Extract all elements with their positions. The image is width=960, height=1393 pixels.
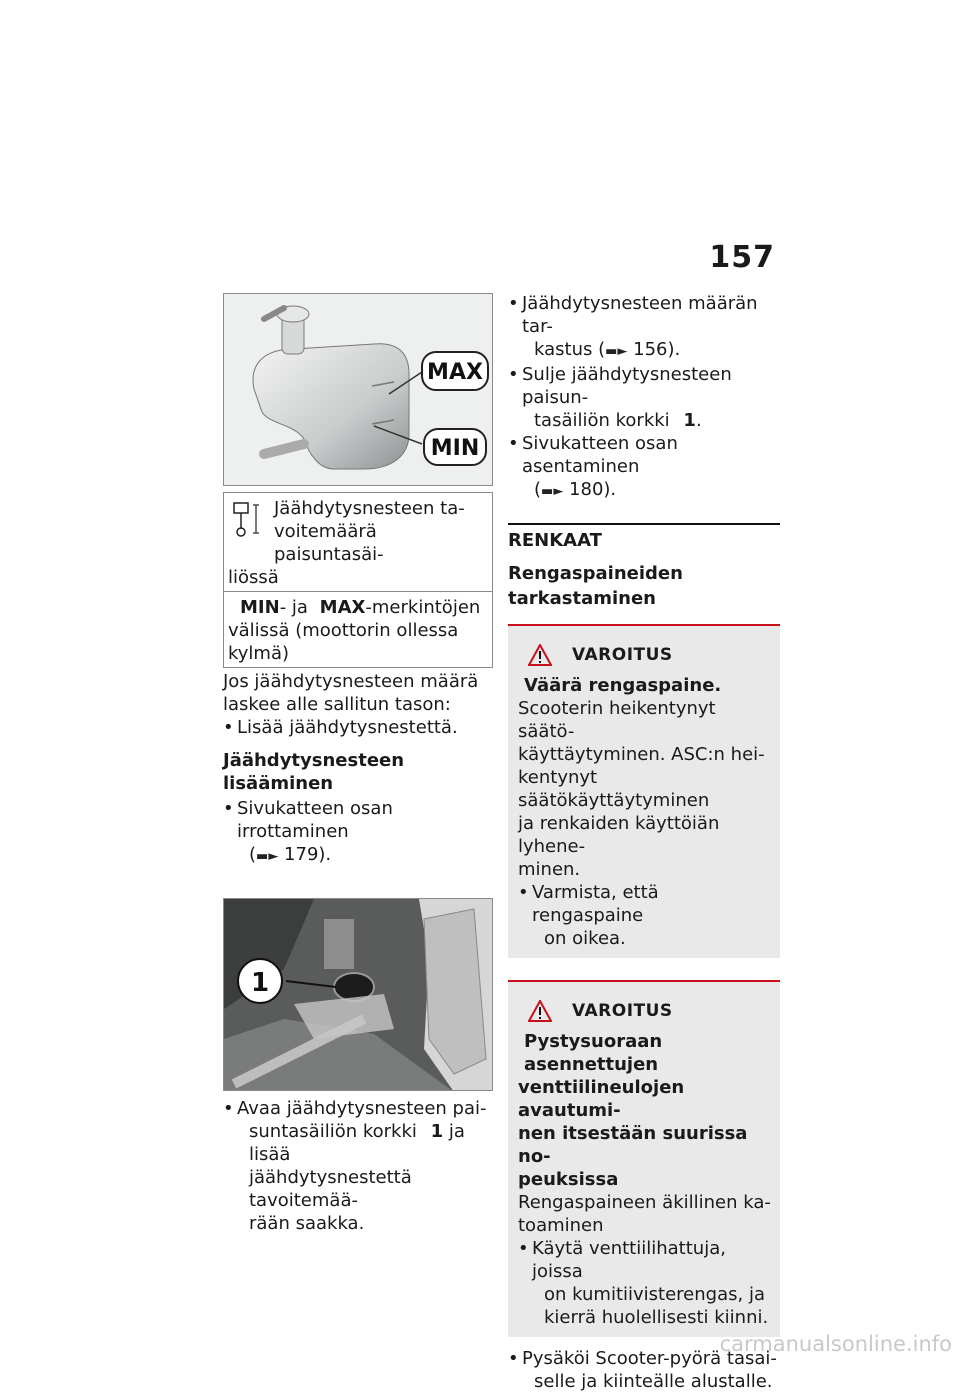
bullet-dot: • [223, 798, 234, 819]
table-value-line1 [228, 596, 488, 619]
paragraph-line1: Jos jäähdytysnesteen määrä [223, 671, 479, 692]
bullet-open-cap: • Avaa jäähdytysnesteen pai- suntasäiliön korkki 1 ja lisää jäähdytysnestettä tavoitemää- rään saakka. [223, 1097, 493, 1235]
section-title: RENKAAT [508, 530, 602, 551]
warning-bullet: • Käytä venttiilihattuja, joissa on kumitiivisterengas, ja kierrä huolellisesti kiinni. [518, 1238, 769, 1328]
bullet-open-line4: rään saakka. [249, 1213, 365, 1234]
page-number: 157 [709, 240, 775, 275]
target-value-table [223, 492, 493, 668]
warning-text-line2: käyttäytyminen. ASC:n hei- [518, 744, 765, 765]
bullet-dot: • [508, 364, 519, 385]
warning-triangle-icon [528, 644, 552, 666]
bullet-close-cap: • Sulje jäähdytysnesteen paisun- tasäiliön korkki 1. [508, 363, 780, 432]
table-header-row [224, 493, 492, 591]
warning-bullet: • Varmista, että rengaspaine on oikea. [518, 882, 659, 949]
paragraph-line2: laskee alle sallitun tason: [223, 694, 451, 715]
warning-text-line2: toaminen [518, 1215, 604, 1236]
bullet-dot: • [508, 293, 519, 314]
value-rest: -merkintöjen [365, 597, 481, 618]
bullet-dot: • [508, 1348, 519, 1369]
page-ref-arrow-icon: ▬► [256, 849, 279, 864]
bullet-dot: • [508, 433, 519, 454]
warning-label: VAROITUS [572, 645, 673, 665]
warning-box-tyre-pressure [508, 624, 780, 958]
warning-title-line1: Pystysuoraan asennettujen [524, 1031, 663, 1075]
warning-triangle-icon [528, 1000, 552, 1022]
warning-label: VAROITUS [572, 1001, 673, 1021]
warning-text-line1: Rengaspaineen äkillinen ka- [518, 1192, 771, 1213]
bullet-check-level: • Jäähdytysnesteen määrän tar- kastus (▬► 156). [508, 292, 780, 363]
max-word: MAX [319, 597, 366, 618]
bullet-dot: • [518, 1238, 529, 1259]
bullet-remove-trim: • Sivukatteen osan irrottaminen (▬► 179). [223, 797, 493, 868]
right-column [508, 292, 780, 1393]
warning-title: Väärä rengaspaine. [524, 675, 722, 696]
bullet-check-ref: kastus (▬► 156). [534, 339, 681, 360]
table-title-line3: liössä [228, 567, 279, 588]
bullet-install-trim: • Sivukatteen osan asentaminen (▬► 180). [508, 432, 780, 503]
callout-ref-1: 1 [683, 410, 696, 431]
bullet-open-line3: jäähdytysnestettä tavoitemää- [249, 1167, 412, 1211]
bullet-dot: • [223, 1098, 234, 1119]
warning-text-line1: Scooterin heikentynyt säätö- [518, 698, 716, 742]
warning-title-line3: nen itsestään suurissa no- [518, 1123, 748, 1167]
warning-title-line2: venttiilineulojen avautumi- [518, 1077, 685, 1121]
bullet-park-scooter: • Pysäköi Scooter-pyörä tasai- selle ja kiinteälle alustalle. [508, 1348, 777, 1392]
subsection-title-line2: tarkastaminen [508, 588, 656, 609]
bullet-dot: • [223, 717, 234, 738]
warning-text-line3: kentynyt säätökäyttäytyminen [518, 767, 710, 811]
subsection-title-line1: Rengaspaineiden [508, 563, 683, 584]
tank-cap-illustration [224, 899, 493, 1091]
callout-1: 1 [250, 968, 270, 998]
section-rule [508, 523, 780, 525]
bullet-add-coolant: • Lisää jäähdytysnestettä. [223, 717, 458, 738]
max-label: MAX [427, 360, 483, 385]
table-value-row [224, 591, 492, 667]
table-value-line2: välissä (moottorin ollessa [228, 620, 459, 641]
page-ref-arrow-icon: ▬► [541, 484, 564, 499]
warning-text-line5: minen. [518, 859, 581, 880]
bullet-ref: (▬► 179). [249, 844, 332, 865]
table-title-line1: Jäähdytysnesteen ta- [274, 498, 465, 519]
coolant-tank-level-icon [228, 497, 268, 539]
callout-ref-1: 1 [430, 1121, 444, 1142]
warning-header [518, 1000, 774, 1022]
bullet-open-line2: suntasäiliön korkki 1 ja lisää [249, 1121, 465, 1165]
bullet-close-line2: tasäiliön korkki 1. [534, 410, 702, 431]
warning-box-valves [508, 980, 780, 1337]
table-value-line3: kylmä) [228, 643, 290, 664]
value-connector: - ja [279, 597, 314, 618]
heading-add-coolant: Jäähdytysnesteen lisääminen [223, 750, 405, 794]
warning-header [518, 644, 774, 666]
page-ref-arrow-icon: ▬► [605, 344, 628, 359]
bullet-install-ref: (▬► 180). [534, 479, 617, 500]
tank-cap-photo [223, 898, 493, 1091]
table-title-line2: voitemäärä paisuntasäi- [274, 521, 384, 565]
expansion-tank-figure [223, 293, 493, 486]
min-word: MIN [240, 597, 280, 618]
watermark: carmanualsonline.info [719, 1332, 952, 1356]
warning-text-line4: ja renkaiden käyttöiän lyhene- [518, 813, 720, 857]
bullet-dot: • [518, 882, 529, 903]
left-column [223, 293, 493, 1235]
min-label: MIN [430, 436, 480, 461]
expansion-tank-illustration [224, 294, 493, 486]
warning-title-line4: peuksissa [518, 1169, 619, 1190]
